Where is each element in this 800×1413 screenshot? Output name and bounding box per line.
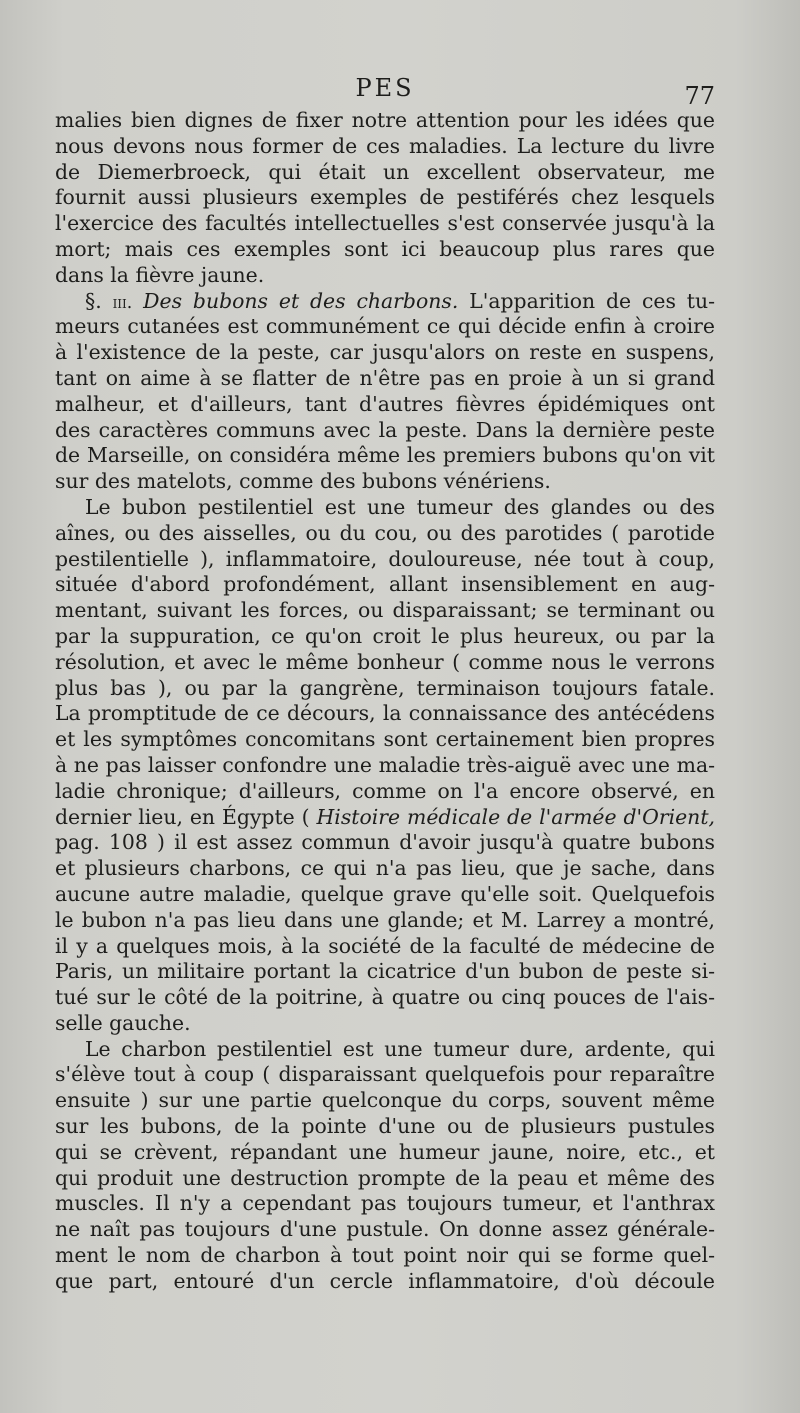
text-line: située d'abord profondément, allant insensiblement en aug- xyxy=(55,572,715,597)
text-line: il y a quelques mois, à la société de la faculté de médecine de xyxy=(55,933,715,958)
text-line: aînes, ou des aisselles, ou du cou, ou des parotides ( parotide xyxy=(55,520,715,545)
paragraph-4 xyxy=(55,1037,715,1295)
text-line: pestilentielle ), inflammatoire, douloureuse, née tout à coup, xyxy=(55,546,715,571)
text-line: et plusieurs charbons, ce qui n'a pas lieu, que je sache, dans xyxy=(55,856,715,881)
text-line: et les symptômes concomitans sont certainement bien propres xyxy=(55,727,715,752)
section-mark: §. xyxy=(85,288,102,313)
text-line: ment le nom de charbon à tout point noir qui se forme quel- xyxy=(55,1243,715,1268)
text-line: à l'existence de la peste, car jusqu'alors on reste en suspens, xyxy=(55,340,715,365)
section-number: iii. xyxy=(112,292,133,313)
paragraph-1 xyxy=(55,108,715,289)
text-line: tant on aime à se flatter de n'être pas en proie à un si grand xyxy=(55,365,715,390)
body-text xyxy=(55,108,715,1295)
text-line: dans la fièvre jaune. xyxy=(55,262,265,287)
text-line: le bubon n'a pas lieu dans une glande; et M. Larrey a montré, xyxy=(55,907,715,932)
text-line: de Diemerbroeck, qui était un excellent observateur, me xyxy=(55,159,715,184)
text-line: sur des matelots, comme des bubons vénériens. xyxy=(55,469,551,494)
page-number: 77 xyxy=(684,82,715,110)
paragraph-2 xyxy=(55,289,715,495)
text-line: par la suppuration, ce qu'on croit le plus heureux, ou par la xyxy=(55,623,715,648)
section-heading-line xyxy=(55,289,715,315)
text-line: Le bubon pestilentiel est une tumeur des glandes ou des xyxy=(85,494,715,519)
section-title: Des bubons et des charbons. xyxy=(143,288,459,313)
text-line: tué sur le côté de la poitrine, à quatre ou cinq pouces de l'ais- xyxy=(55,985,715,1010)
text-line: résolution, et avec le même bonheur ( comme nous le verrons xyxy=(55,649,715,674)
paragraph-3 xyxy=(55,495,715,1037)
running-head: PES xyxy=(355,74,415,102)
text-line: qui se crèvent, répandant une humeur jaune, noire, etc., et xyxy=(55,1139,715,1164)
text-line: meurs cutanées est communément ce qui décide enfin à croire xyxy=(55,314,715,339)
section-text-start: L'apparition de ces tu- xyxy=(469,288,716,313)
text-line: muscles. Il n'y a cependant pas toujours tumeur, et l'anthrax xyxy=(55,1191,715,1216)
text-line: fournit aussi plusieurs exemples de pestiférés chez lesquels xyxy=(55,185,715,210)
text-line: nous devons nous former de ces maladies. La lecture du livre xyxy=(55,133,715,158)
text-line: selle gauche. xyxy=(55,1010,191,1035)
text-line: des caractères communs avec la peste. Dans la dernière peste xyxy=(55,417,715,442)
text-line: mentant, suivant les forces, ou disparaissant; se terminant ou xyxy=(55,598,715,623)
citation-title: Histoire médicale de l'armée d'Orient, xyxy=(316,804,715,829)
text-line: aucune autre maladie, quelque grave qu'elle soit. Quelquefois xyxy=(55,881,715,906)
text-line: ensuite ) sur une partie quelconque du corps, souvent même xyxy=(55,1088,715,1113)
text-line: ladie chronique; d'ailleurs, comme on l'a encore observé, en xyxy=(55,778,715,803)
text-line xyxy=(55,805,715,831)
page-header xyxy=(55,74,715,108)
text-line: Le charbon pestilentiel est une tumeur dure, ardente, qui xyxy=(85,1036,715,1061)
text-line: ne naît pas toujours d'une pustule. On donne assez générale- xyxy=(55,1217,715,1242)
text-line: Paris, un militaire portant la cicatrice d'un bubon de peste si- xyxy=(55,959,715,984)
text-line: s'élève tout à coup ( disparaissant quelquefois pour reparaître xyxy=(55,1062,715,1087)
text-line: pag. 108 ) il est assez commun d'avoir jusqu'à quatre bubons xyxy=(55,830,715,855)
text-line: à ne pas laisser confondre une maladie très-aiguë avec une ma- xyxy=(55,752,715,777)
text-line: que part, entouré d'un cercle inflammatoire, d'où découle xyxy=(55,1268,715,1293)
text-line: l'exercice des facultés intellectuelles s'est conservée jusqu'à la xyxy=(55,211,715,236)
text-line: plus bas ), ou par la gangrène, terminaison toujours fatale. xyxy=(55,675,715,700)
citation-lead: dernier lieu, en Égypte ( xyxy=(55,804,310,829)
text-line: La promptitude de ce décours, la connaissance des antécédens xyxy=(55,701,715,726)
text-line: de Marseille, on considéra même les premiers bubons qu'on vit xyxy=(55,443,715,468)
text-line: qui produit une destruction prompte de la peau et même des xyxy=(55,1165,715,1190)
text-line: mort; mais ces exemples sont ici beaucoup plus rares que xyxy=(55,236,715,261)
text-line: malies bien dignes de fixer notre attention pour les idées que xyxy=(55,108,715,132)
text-line: sur les bubons, de la pointe d'une ou de plusieurs pustules xyxy=(55,1114,715,1139)
text-line: malheur, et d'ailleurs, tant d'autres fièvres épidémiques ont xyxy=(55,391,715,416)
